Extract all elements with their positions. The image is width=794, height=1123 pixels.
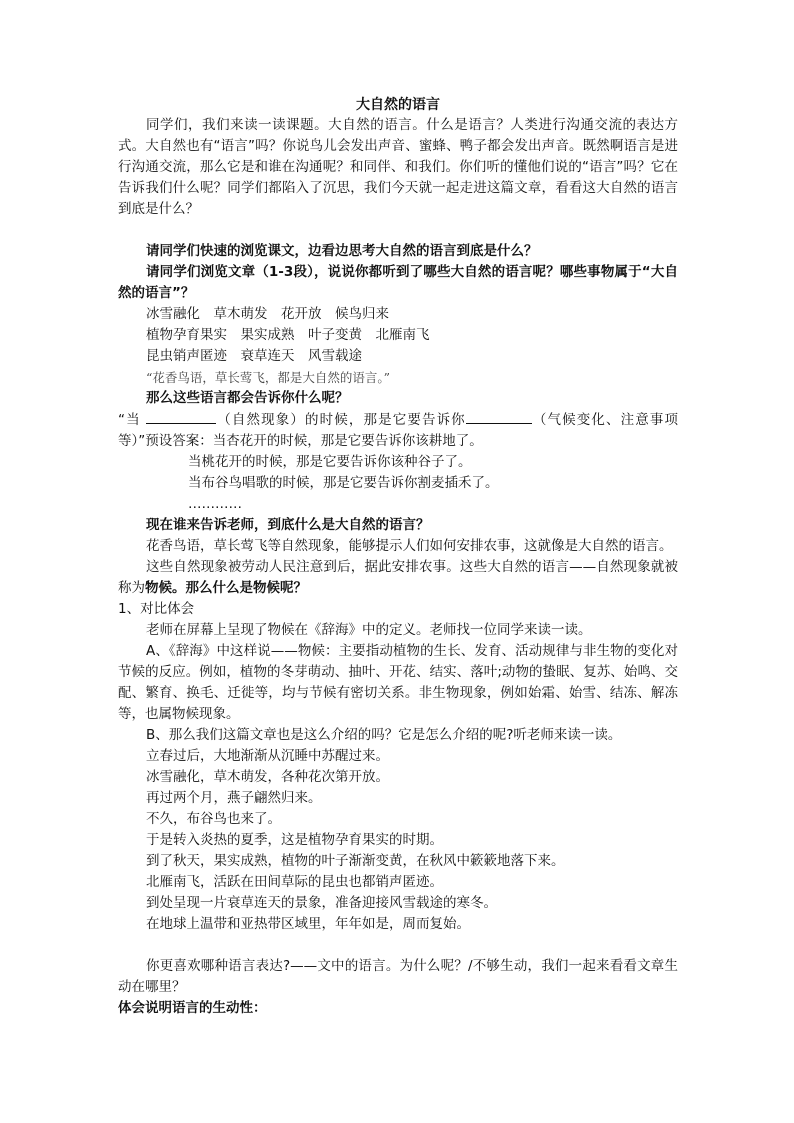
text-line-2: 冰雪融化，草木萌发，各种花次第开放。 (146, 769, 389, 785)
ellipsis: ………… (188, 496, 242, 512)
text-line-4: 不久，布谷鸟也来了。 (146, 811, 281, 827)
blank-climate (466, 409, 532, 424)
document-title: 大自然的语言 (356, 97, 440, 113)
phenology-term: 物候。那么什么是物候呢？ (145, 580, 307, 596)
question-tell: 那么这些语言都会告诉你什么呢？ (146, 390, 349, 406)
question-browse: 请同学们快速的浏览课文，边看边思考大自然的语言到底是什么？ (146, 243, 538, 259)
phenomena-list-1: 冰雪融化 草木萌发 花开放 候鸟归来 (146, 306, 389, 322)
teacher-screen-text: 老师在屏幕上呈现了物候在《辞海》中的定义。老师找一位同学来读一读。 (146, 622, 592, 638)
phenology-text: 这些自然现象被劳动人民注意到后，据此安排农事。这些大自然的语言——自然现象就被称为 (118, 559, 678, 596)
phenomena-list-2: 植物孕育果实 果实成熟 叶子变黄 北雁南飞 (146, 327, 430, 343)
text-line-8: 到处呈现一片衰草连天的景象，准备迎接风雪载途的寒冬。 (146, 895, 497, 911)
phenomena-list-3: 昆虫销声匿迹 衰草连天 风雪载途 (146, 348, 362, 364)
paragraph-flowers: 花香鸟语，草长莺飞等自然现象，能够提示人们如何安排农事，这就像是大自然的语言。 (146, 538, 673, 554)
cihai-definition: A、《辞海》中这样说——物候：主要指动植物的生长、发育、活动规律与非生物的变化对节候的反应。例如，植物的冬芽萌动、抽叶、开花、结实、落叶;动物的蛰眠、复苏、始鸣、交配、繁育、换毛、迁徙等，均与节候有密切关系。非生物现象，例如始霜、始雪、结冻、解冻等，也属物候现象。 (118, 643, 678, 722)
text-line-1: 立春过后，大地渐渐从沉睡中苏醒过来。 (146, 748, 389, 764)
article-question: B、那么我们这篇文章也是这么介绍的吗？它是怎么介绍的呢?听老师来读一读。 (146, 727, 622, 743)
answer-template (118, 409, 678, 452)
quote-line: “花香鸟语，草长莺飞，都是大自然的语言。” (146, 370, 391, 385)
section-compare-heading: 1、对比体会 (118, 601, 195, 617)
answer-peach: 当桃花开的时候，那是它要告诉你该种谷子了。 (188, 454, 472, 470)
document-page (118, 95, 678, 1019)
question-definition: 现在谁来告诉老师，到底什么是大自然的语言？ (146, 517, 430, 533)
text-line-5: 于是转入炎热的夏季，这是植物孕育果实的时期。 (146, 832, 443, 848)
question-listen: 请同学们浏览文章（1-3段），说说你都听到了哪些大自然的语言呢？哪些事物属于“大自然的语言”？ (118, 264, 678, 301)
spacer (118, 220, 678, 241)
intro-paragraph: 同学们，我们来读一读课题。大自然的语言。什么是语言？人类进行沟通交流的表达方式。大自然也有“语言”吗？你说鸟儿会发出声音、蜜蜂、鸭子都会发出声音。既然啊语言是进行沟通交流，那么它是和谁在沟通呢？和同伴、和我们。你们听的懂他们说的“语言”吗？它在告诉我们什么呢？同学们都陷入了沉思，我们今天就一起走进这篇文章，看看这大自然的语言到底是什么？ (118, 117, 678, 217)
template-start: “当 (118, 412, 141, 428)
text-line-3: 再过两个月，燕子翩然归来。 (146, 790, 322, 806)
template-middle: （自然现象）的时候，那是它要告诉你 (216, 412, 466, 428)
text-line-9: 在地球上温带和亚热带区域里，年年如是，周而复始。 (146, 916, 470, 932)
paragraph-phenology (118, 557, 678, 599)
section-vividness-heading: 体会说明语言的生动性： (118, 1000, 267, 1016)
answer-cuckoo: 当布谷鸟唱歌的时候，那是它要告诉你割麦插禾了。 (188, 475, 499, 491)
blank-phenomenon (146, 409, 216, 424)
preference-question: 你更喜欢哪种语言表达?——文中的语言。为什么呢？/不够生动，我们一起来看看文章生动在哪里？ (118, 958, 678, 995)
template-end: （气候变化、注意事项等）”预设答案：当杏花开的时候，那是它要告诉你该耕地了。 (118, 412, 679, 449)
text-line-7: 北雁南飞，活跃在田间草际的昆虫也都销声匿迹。 (146, 874, 443, 890)
text-line-6: 到了秋天，果实成熟，植物的叶子渐渐变黄，在秋风中簌簌地落下来。 (146, 853, 565, 869)
spacer (118, 935, 678, 956)
